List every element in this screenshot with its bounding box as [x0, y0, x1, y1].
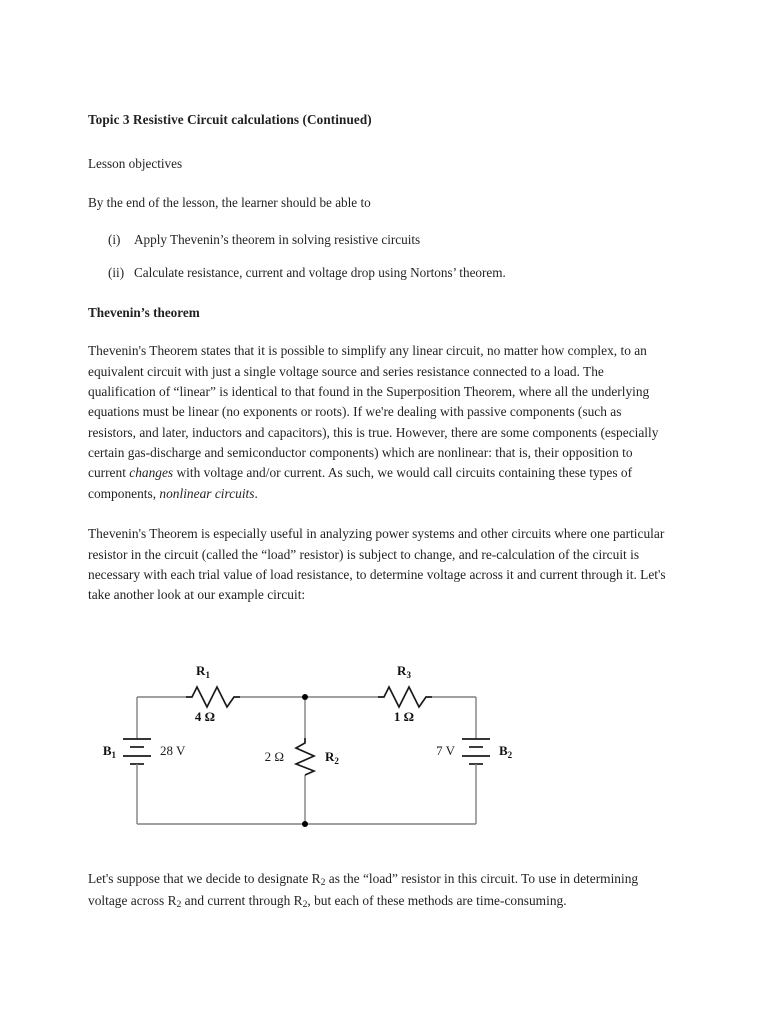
paragraph-text-part: Thevenin's Theorem states that it is possible to simplify any linear circuit, no matter how complex, to an equivalent circuit with just a single voltage source and series resistance connected to a load. The qualification of “linear” is identical to that found in the Superposition Theorem, where all the underlying equations must be linear (no exponents or roots). If we're dealing with passive components (such as resistors, and later, inductors and capacitors), this is true. However, there are some components (especially certain gas-discharge and semiconductor components) which are nonlinear: that is, their opposition to current: [88, 343, 659, 481]
battery-b1-value: 28 V: [160, 743, 186, 758]
list-item: [88, 263, 672, 282]
document-content: [88, 112, 672, 626]
resistor-r2-value: 2 Ω: [264, 749, 284, 764]
battery-b1-symbol: [123, 739, 151, 764]
list-item-label: Apply Thevenin’s theorem in solving resistive circuits: [134, 231, 421, 247]
emphasis-changes: changes: [129, 465, 174, 481]
resistor-r3-value: 1 Ω: [393, 709, 415, 724]
resistor-r1-label: $R_1$: [196, 663, 210, 680]
circuit-diagram-figure: [88, 658, 672, 848]
resistor-r3-label: $R_3$: [397, 663, 411, 680]
circuit-diagram-svg: [88, 658, 672, 848]
battery-b1-label: $B_1$: [102, 743, 116, 760]
resistor-r1-value: 4 Ω: [194, 709, 216, 724]
paragraph-thevenin-usefulness: Thevenin's Theorem is especially useful in analyzing power systems and other circuits where one particular resistor in the circuit (called the “load” resistor) is subject to change, and re-calculation of the circuit is necessary with each trial value of load resistance, to determine voltage across it and current through it. Let's take another look at our example circuit:: [88, 526, 666, 603]
resistor-r2-symbol: [296, 738, 314, 775]
list-item: [88, 230, 672, 249]
closing-text-part: , but each of these methods are time-consuming.: [307, 893, 567, 909]
battery-b2-value: 7 V: [436, 743, 455, 758]
closing-text-part: as the “load” resistor in this circuit. To use in determining voltage across R: [88, 871, 639, 909]
section-heading-thevenin: Thevenin’s theorem: [88, 305, 200, 321]
resistor-r1-symbol: [186, 687, 240, 707]
closing-subscript: 2: [320, 877, 326, 889]
junction-node-bottom: [302, 821, 308, 827]
battery-b2-label: $B_2$: [499, 743, 513, 760]
battery-b2-symbol: [462, 739, 490, 764]
paragraph-text-part: .: [254, 485, 258, 501]
emphasis-nonlinear-circuits: nonlinear circuits: [159, 485, 255, 501]
closing-text-part: Let's suppose that we decide to designate R: [88, 871, 321, 887]
circuit-wires: [137, 697, 476, 824]
closing-text-part: and current through R: [181, 893, 303, 909]
page-title: Topic 3 Resistive Circuit calculations (Continued): [88, 112, 372, 127]
list-item-marker: (ii): [108, 264, 125, 280]
resistor-r2-label: $R_2$: [325, 749, 339, 766]
lesson-objectives-intro: By the end of the lesson, the learner should be able to: [88, 194, 371, 210]
list-item-marker: (i): [108, 231, 121, 247]
closing-subscript: 2: [302, 899, 308, 911]
paragraph-closing: [88, 869, 674, 913]
paragraph-text-part: with voltage and/or current. As such, we would call circuits containing these types of components,: [88, 465, 633, 501]
lesson-objectives-list: [88, 230, 672, 282]
paragraph-thevenin-definition: [88, 341, 672, 504]
closing-subscript: 2: [176, 899, 182, 911]
lesson-objectives-heading: Lesson objectives: [88, 155, 183, 171]
list-item-label: Calculate resistance, current and voltage drop using Nortons’ theorem.: [134, 264, 506, 280]
resistor-r3-symbol: [378, 687, 432, 707]
junction-node-top: [302, 694, 308, 700]
